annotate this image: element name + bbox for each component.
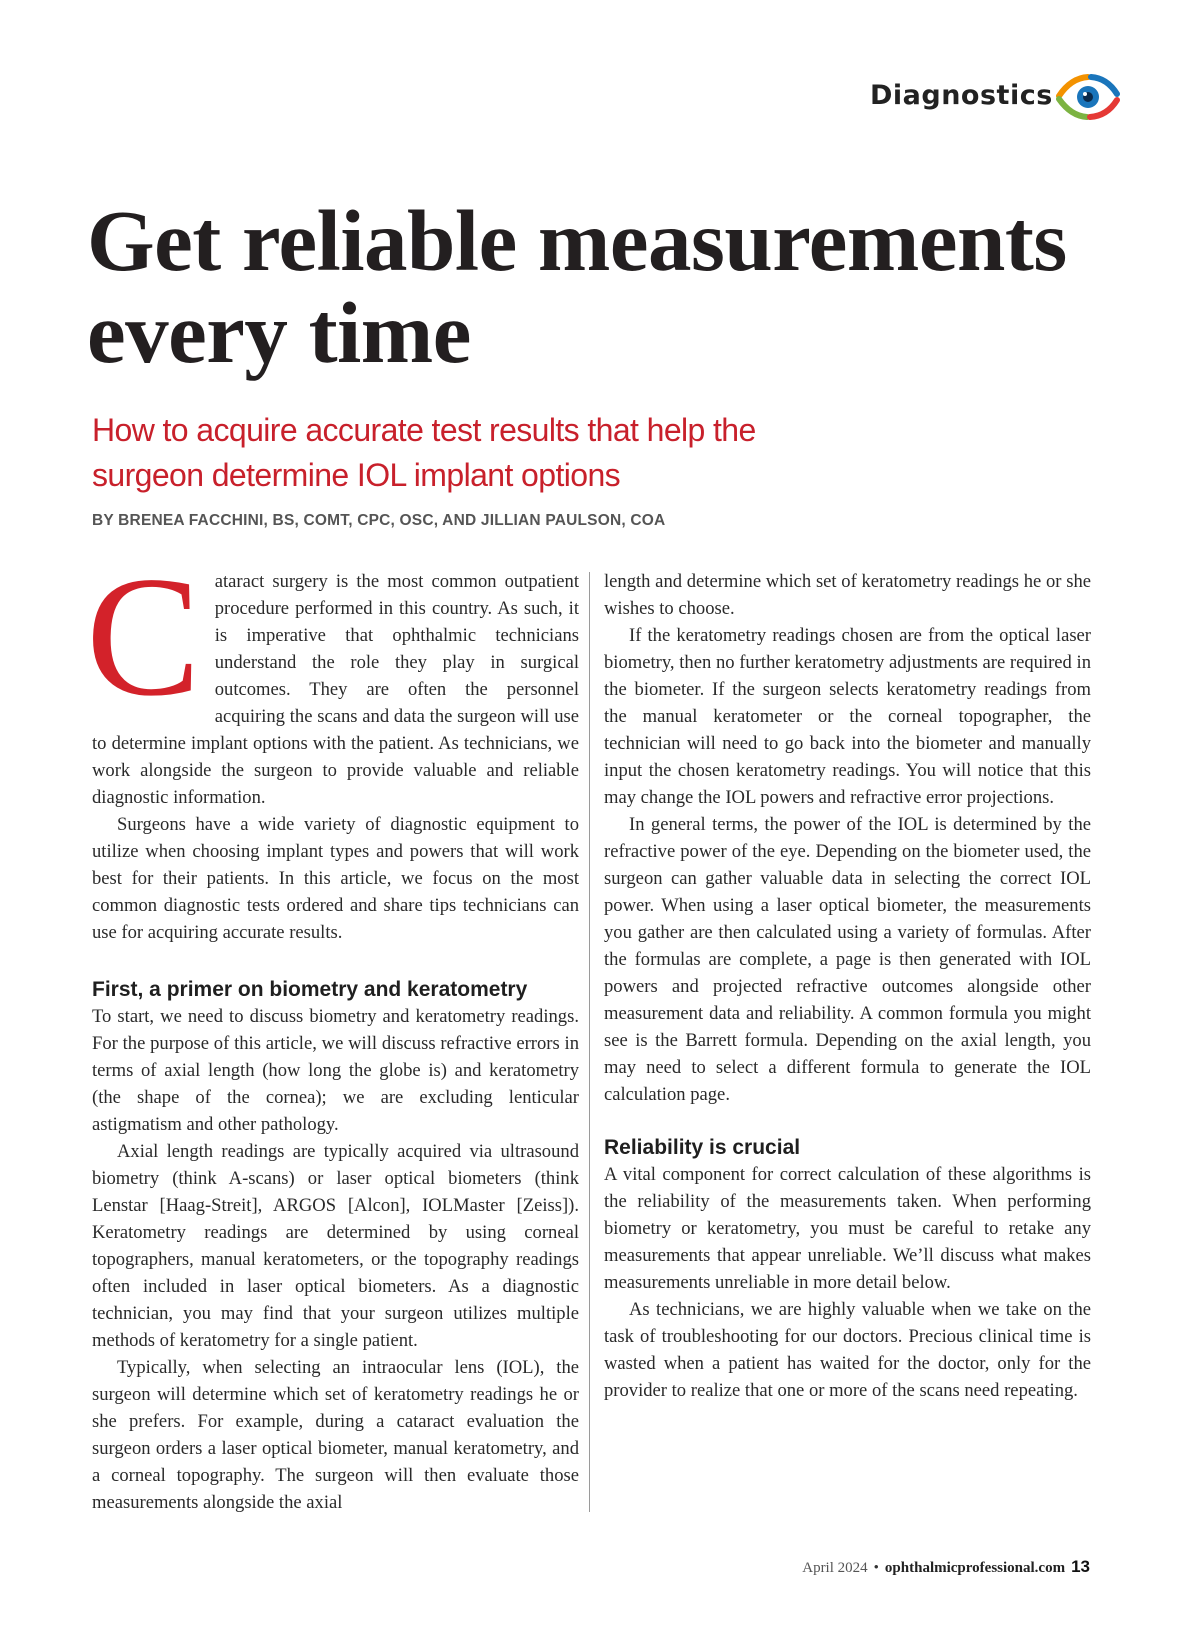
section-heading: First, a primer on biometry and keratometry — [92, 978, 528, 1001]
page-footer — [802, 1557, 1090, 1577]
paragraph: As technicians, we are highly valuable when we take on the task of troubleshooting for our doctors. Precious clinical time is wasted when a patient has waited for the doctor, only for the provider to realize that one or more of the scans need repeating. — [604, 1299, 1091, 1401]
paragraph: A vital component for correct calculation of these algorithms is the reliability of the measurements taken. When performing biometry or keratometry, you must be careful to retake any measurements that appear unreliable. We’ll discuss what makes measurements unreliable in more detail below. — [604, 1164, 1091, 1293]
issue-date: April 2024 — [802, 1560, 868, 1576]
byline: BY BRENEA FACCHINI, BS, COMT, CPC, OSC, AND JILLIAN PAULSON, COA — [92, 512, 666, 529]
website-link[interactable]: ophthalmicprofessional.com — [884, 1560, 1066, 1576]
column-divider — [589, 572, 590, 1512]
paragraph: In general terms, the power of the IOL is determined by the refractive power of the eye. Depending on the biometer used, the surgeon can gather valuable data in selecting the correct IOL power. When using a laser optical biometer, the measurements you gather are then calculated using a variety of formulas. After the formulas are complete, a page is then generated with IOL powers and projected refractive outcomes alongside other measurement data and reliability. A common formula you might see is the Barrett formula. Depending on the axial length, you may need to select a different formula to generate the IOL calculation page. — [604, 814, 1091, 1105]
paragraph: length and determine which set of keratometry readings he or she wishes to choose. — [604, 571, 1091, 619]
paragraph-text: ataract surgery is the most common outpatient procedure performed in this country. As such, it is imperative that ophthalmic technicians understand the role they play in surgical outcomes. They are often the personnel acquiring the scans and data the surgeon will use to determine implant options with the patient. As technicians, we work alongside the surgeon to provide valuable and reliable diagnostic information. — [92, 571, 579, 808]
paragraph: If the keratometry readings chosen are from the optical laser biometry, then no further keratometry adjustments are required in the biometer. If the surgeon selects keratometry readings from the manual keratometer or the corneal topographer, the technician will need to go back into the biometer and manually input the chosen keratometry readings. You will notice that this may change the IOL powers and refractive error projections. — [604, 625, 1091, 808]
deck-subtitle: How to acquire accurate test results that help the surgeon determine IOL implant options — [92, 412, 756, 493]
section-label: Diagnostics — [870, 80, 1053, 111]
paragraph: Typically, when selecting an intraocular lens (IOL), the surgeon will determine which set of keratometry readings he or she prefers. For example, during a cataract evaluation the surgeon orders a laser optical biometer, manual keratometry, and a corneal topography. The surgeon will then evaluate those measurements alongside the axial — [92, 1357, 579, 1513]
section-heading: Reliability is crucial — [604, 1136, 801, 1159]
headline: Get reliable measurements every time — [87, 192, 1067, 381]
page-number: 13 — [1071, 1557, 1090, 1576]
column-right — [604, 568, 1091, 1404]
column-left — [86, 542, 579, 1516]
paragraph — [86, 542, 579, 811]
section-header — [870, 72, 1130, 126]
paragraph: Surgeons have a wide variety of diagnostic equipment to utilize when choosing implant types and powers that will work best for their patients. In this article, we focus on the most common diagnostic tests ordered and share tips technicians can use for acquiring accurate results. — [92, 814, 579, 943]
footer-separator: • — [873, 1560, 879, 1576]
eye-icon — [1055, 72, 1121, 122]
paragraph: To start, we need to discuss biometry and keratometry readings. For the purpose of this article, we will discuss refractive errors in terms of axial length (how long the globe is) and keratometry (the shape of the cornea); we are excluding lenticular astigmatism and other pathology. — [92, 1006, 579, 1135]
drop-cap: C — [86, 542, 201, 732]
paragraph: Axial length readings are typically acquired via ultrasound biometry (think A-scans) or laser optical biometers (think Lenstar [Haag-Streit], ARGOS [Alcon], IOLMaster [Zeiss]). Keratometry readings are determined by using corneal topographers, manual keratometers, or the topography readings often included in laser optical biometers. As a diagnostic technician, you may find that your surgeon utilizes multiple methods of keratometry for a single patient. — [92, 1141, 579, 1351]
